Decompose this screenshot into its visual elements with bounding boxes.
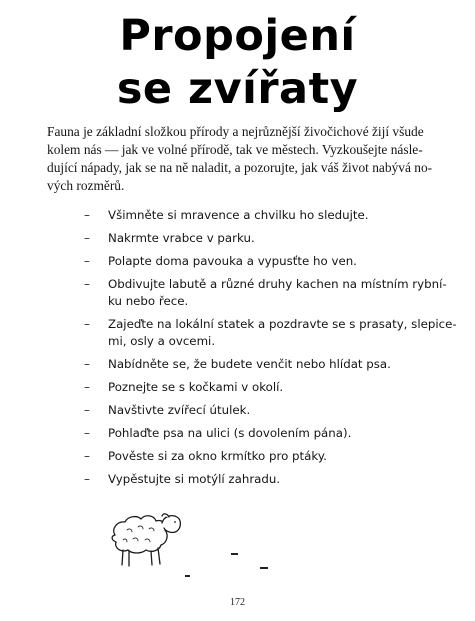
list-item-text: mi, osly a ovcemi. <box>108 334 216 348</box>
list-item <box>84 253 444 270</box>
list-item <box>84 402 444 419</box>
list-item-text: Poznejte se s kočkami v okolí. <box>108 380 284 394</box>
intro-line: Fauna je základní složkou přírody a nejrůznější živočichové žijí všude <box>47 124 424 139</box>
list-item <box>84 356 444 373</box>
intro-line: kolem nás — jak ve volné přírodě, tak ve městech. Vyzkoušejte násle- <box>47 142 423 157</box>
dash-bullet: – <box>84 472 90 486</box>
list-item-text: Vypěstujte si motýlí zahradu. <box>108 472 281 486</box>
sheep-icon <box>105 505 185 571</box>
list-item <box>84 316 457 350</box>
list-item-text: Navštivte zvířecí útulek. <box>108 403 251 417</box>
decorative-mark <box>260 567 268 569</box>
list-item <box>84 379 444 396</box>
intro-paragraph <box>47 123 442 195</box>
decorative-mark <box>185 575 190 577</box>
list-item <box>84 230 444 247</box>
list-item-text: ku nebo řece. <box>108 294 189 308</box>
dash-bullet: – <box>84 426 90 440</box>
list-item <box>84 425 444 442</box>
list-item-text: Obdivujte labutě a různé druhy kachen na místním rybní- <box>108 277 447 291</box>
page-title-line-1: Propojení <box>119 11 356 61</box>
dash-bullet: – <box>84 380 90 394</box>
dash-bullet: – <box>84 254 90 268</box>
dash-bullet: – <box>84 277 90 291</box>
tips-list <box>84 207 457 494</box>
list-item-text: Pověste si za okno krmítko pro ptáky. <box>108 449 327 463</box>
intro-line: dující nápady, jak se na ně naladit, a pozorujte, jak váš život nabývá no- <box>47 160 433 175</box>
dash-bullet: – <box>84 231 90 245</box>
dash-bullet: – <box>84 208 90 222</box>
page-title-line-2: se zvířaty <box>116 64 359 114</box>
list-item <box>84 448 444 465</box>
list-item-text: Nabídněte se, že budete venčit nebo hlídat psa. <box>108 357 391 371</box>
dash-bullet: – <box>84 403 90 417</box>
list-item <box>84 207 444 224</box>
list-item-text: Zajeďte na lokální statek a pozdravte se s prasaty, slepice- <box>108 317 457 331</box>
list-item-text: Nakrmte vrabce v parku. <box>108 231 255 245</box>
list-item <box>84 276 447 310</box>
dash-bullet: – <box>84 449 90 463</box>
list-item-text: Všimněte si mravence a chvilku ho sledujte. <box>108 208 369 222</box>
decorative-mark <box>231 553 238 555</box>
list-item-text: Polapte doma pavouka a vypusťte ho ven. <box>108 254 357 268</box>
intro-line: vých rozměrů. <box>47 178 125 193</box>
list-item-text: Pohlaďte psa na ulici (s dovolením pána). <box>108 426 352 440</box>
page-number: 172 <box>230 597 245 608</box>
dash-bullet: – <box>84 317 90 331</box>
list-item <box>84 471 444 488</box>
dash-bullet: – <box>84 357 90 371</box>
